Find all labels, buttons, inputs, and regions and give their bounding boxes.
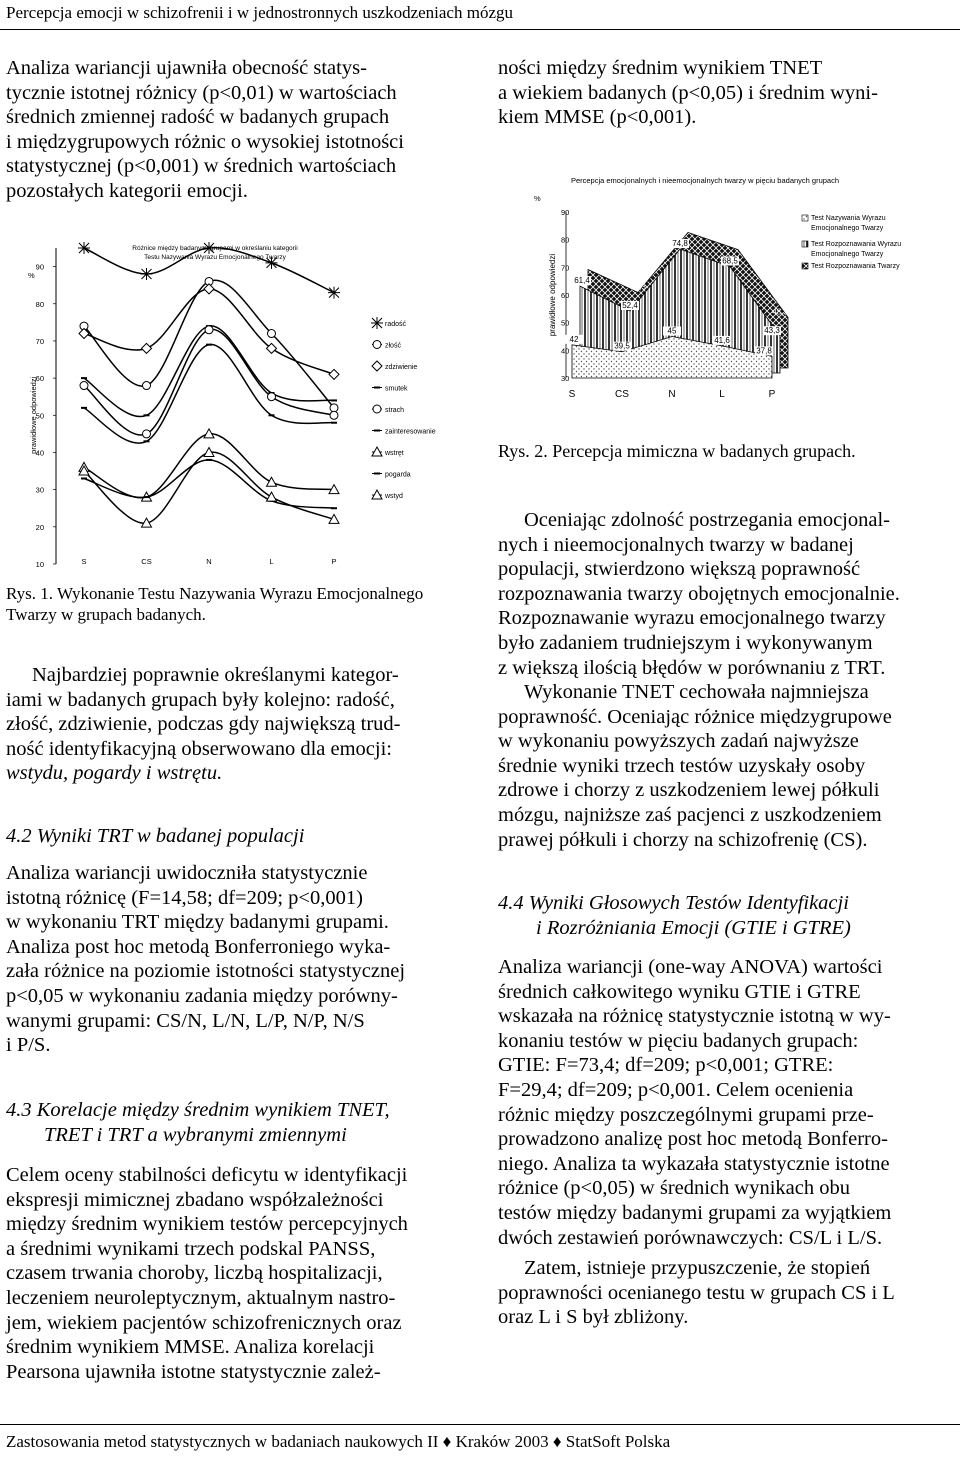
line: i międzygrupowych różnic o wysokiej istotności	[6, 130, 404, 153]
data-point	[269, 414, 275, 416]
caption-line: Rys. 1. Wykonanie Testu Nazywania Wyrazu Emocjonalnego	[6, 584, 424, 603]
line: średnich zmiennej radość w badanych grupach	[6, 106, 390, 129]
header-title: Percepcja emocji w schizofrenii i w jednostronnych uszkodzeniach mózgu	[6, 3, 513, 22]
caption-line: Rys. 2. Percepcja mimiczna w badanych grupach.	[498, 441, 856, 461]
y-tick-label: 40	[561, 346, 570, 356]
page-header	[0, 0, 960, 30]
legend-marker	[374, 473, 380, 475]
data-point	[330, 404, 338, 412]
data-point	[78, 242, 90, 254]
legend-swatch	[802, 241, 808, 247]
line: prowadzono analizę post hoc metodą Bonferro-	[498, 1128, 888, 1151]
y-tick-label: 90	[35, 262, 44, 272]
data-point	[144, 496, 150, 498]
legend-label: Emocjonalnego Twarzy	[811, 225, 884, 232]
y-axis-label: prawidłowe odpowiedzi	[29, 376, 38, 454]
data-point	[331, 422, 337, 424]
data-label: 74,8	[672, 239, 688, 249]
data-point	[267, 492, 277, 501]
legend-label: Emocjonalnego Twarzy	[811, 251, 884, 258]
y-unit: %	[28, 271, 35, 280]
data-label: 41,6	[714, 335, 730, 345]
data-label: 52,4	[622, 301, 638, 311]
data-label: 43,3	[764, 326, 780, 336]
legend-label: zdziwienie	[385, 364, 418, 371]
line: Pearsona ujawniła istotne statystycznie zależ-	[6, 1360, 381, 1383]
line: leczeniem neuroleptycznym, aktualnym nastro-	[6, 1286, 396, 1309]
left-paragraph-2	[6, 663, 460, 786]
line: Celem oceny stabilności deficytu w identyfikacji	[6, 1164, 408, 1186]
x-tick-label: N	[206, 557, 212, 566]
legend-label: smutek	[385, 385, 408, 393]
data-label: 57,3	[630, 282, 646, 292]
data-point	[266, 257, 278, 269]
left-paragraph-3	[6, 861, 460, 1058]
page-footer	[0, 1424, 960, 1457]
legend-marker	[371, 317, 383, 329]
y-tick-label: 70	[35, 336, 44, 346]
data-point	[331, 507, 337, 509]
line: w wykonaniu TRT między badanymi grupami.	[6, 911, 389, 934]
line: a średnimi wynikami trzech podskal PANSS,	[6, 1237, 376, 1260]
legend-marker	[374, 387, 380, 389]
footer-text: Zastosowania metod statystycznych w badaniach naukowych II ♦ Kraków 2003 ♦ StatSoft Polska	[6, 1432, 671, 1451]
legend-label: złość	[385, 342, 401, 350]
line: Analiza wariancji ujawniła obecność statys-	[6, 57, 367, 79]
heading: TRET i TRT a wybranymi zmiennymi	[44, 1123, 347, 1146]
legend-label: strach	[385, 407, 405, 414]
data-point	[329, 369, 339, 379]
data-label: 37,8	[756, 346, 772, 356]
line: prawej półkuli i chorzy na schizofrenię (CS).	[498, 828, 868, 851]
data-point	[267, 477, 277, 486]
legend-label: wstyd	[385, 493, 403, 500]
line: Oceniając zdolność postrzegania emocjonal-	[524, 509, 890, 531]
data-label: 68,5	[722, 256, 738, 266]
data-label: 79	[683, 222, 693, 232]
series-line-pogarda	[84, 460, 334, 508]
right-paragraph-2	[498, 508, 954, 680]
line: istotną różnicę (F=14,58; df=209; p<0,001)	[6, 886, 363, 909]
data-label: 45	[667, 326, 677, 336]
y-tick-label: 70	[561, 263, 570, 273]
line: zała różnice na poziomie istotności statystycznej	[6, 960, 406, 983]
x-tick-label: N	[668, 389, 676, 400]
x-tick-label: P	[331, 557, 337, 566]
x-tick-label: S	[568, 389, 576, 400]
right-paragraph-5	[498, 1256, 954, 1330]
line: zdrowe i chorzy z uszkodzeniem lewej półkuli	[498, 779, 880, 802]
legend-swatch	[802, 263, 808, 269]
data-label: 39,5	[614, 341, 630, 351]
series-line-wstręt	[84, 434, 334, 498]
line: oraz L i S był zbliżony.	[498, 1306, 689, 1329]
line: między średnim wynikiem testów percepcyjnych	[6, 1213, 408, 1236]
y-tick-label: 40	[35, 448, 44, 458]
legend-label: Test Rozpoznawania Wyrazu	[811, 241, 902, 248]
data-point	[81, 407, 87, 409]
right-paragraph-1	[498, 56, 954, 130]
line: ności między średnim wynikiem TNET	[498, 57, 823, 79]
line: wstydu, pogardy i wstrętu.	[6, 762, 223, 785]
y-tick-label: 80	[561, 235, 570, 245]
data-point	[203, 242, 215, 254]
data-point	[143, 430, 151, 438]
data-point	[205, 326, 213, 334]
line: nych i nieemocjonalnych twarzy w badanej	[498, 533, 854, 556]
right-paragraph-4	[498, 955, 954, 1250]
y-axis-label: prawidłowe odpowiedzi	[548, 253, 557, 337]
legend-label: zainteresowanie	[385, 428, 436, 436]
legend-label: Test Rozpoznawania Twarzy	[811, 263, 900, 270]
data-point	[330, 411, 338, 419]
line: ekspresji mimicznej zbadano współzależności	[6, 1188, 384, 1211]
data-point	[206, 344, 212, 346]
legend-marker	[373, 341, 381, 349]
line: statystycznej (p<0,001) w średnich wartościach	[6, 155, 397, 178]
legend-label: radość	[385, 321, 407, 328]
line: jem, wiekiem pacjentów schizofrenicznych oraz	[6, 1311, 402, 1334]
fig2-caption	[498, 441, 954, 462]
x-tick-label: S	[81, 557, 87, 566]
y-tick-label: 20	[35, 522, 44, 532]
legend-marker	[373, 405, 381, 413]
caption-line: Twarzy w grupach badanych.	[6, 605, 206, 624]
line: F=29,4; df=209; p<0,001. Celem ocenienia	[498, 1078, 854, 1101]
line: Wykonanie TNET cechowała najmniejsza	[524, 681, 869, 703]
legend-marker	[374, 430, 380, 432]
line: Analiza wariancji (one-way ANOVA) wartości	[498, 956, 883, 978]
data-label: 42	[569, 334, 579, 344]
line: GTIE: F=73,4; df=209; p<0,001; GTRE:	[498, 1054, 834, 1077]
line: konaniu testów w pięciu badanych grupach:	[498, 1029, 859, 1052]
line: p<0,05 w wykonaniu zadania między porówny-	[6, 984, 398, 1007]
data-point	[144, 414, 150, 416]
line: było zadaniem trudniejszym i wykonywanym	[498, 631, 873, 654]
legend-label: Test Nazywania Wyrazu	[811, 215, 886, 222]
data-label: 48,3	[772, 307, 788, 317]
line: populacji, stwierdzono większą poprawność	[498, 558, 861, 581]
data-label: 65,6	[582, 259, 598, 269]
y-tick-label: 90	[561, 208, 570, 217]
line: średnie wyniki trzech testów uzyskały osoby	[498, 754, 866, 777]
data-point	[268, 393, 276, 401]
section-4-3-heading	[6, 1098, 460, 1147]
line: iami w badanych grupach były kolejno: radość,	[6, 688, 395, 711]
line: Najbardziej poprawnie określanymi kategor-	[32, 664, 399, 686]
data-point	[142, 343, 152, 353]
x-tick-label: L	[719, 389, 725, 400]
line: w wykonaniu powyższych zadań najwyższe	[498, 730, 859, 753]
legend-swatch	[802, 215, 808, 221]
line: pozostałych kategorii emocji.	[6, 179, 248, 202]
y-tick-label: 60	[35, 374, 44, 384]
y-tick-label: 30	[35, 485, 44, 495]
data-label: 72,8	[730, 239, 746, 249]
fig1-caption	[6, 583, 466, 625]
x-tick-label: P	[768, 389, 776, 400]
chart-title: Różnice między badanymi grupami w określaniu kategorii	[132, 245, 298, 252]
chart-perception-area	[530, 170, 956, 410]
chart-tnet-lines	[0, 230, 470, 580]
data-point	[206, 459, 212, 461]
line: różnice (p<0,05) w średnich wynikach obu	[498, 1177, 850, 1200]
line: złość, zdziwienie, podczas gdy największą trud-	[6, 713, 401, 736]
y-tick-label: 80	[35, 299, 44, 309]
line: Analiza wariancji uwidoczniła statystycznie	[6, 862, 368, 884]
line: poprawność. Oceniając różnice międzygrupowe	[498, 705, 892, 728]
line: testów między badanymi grupami za wyjątkiem	[498, 1201, 892, 1224]
chart-title: Percepcja emocjonalnych i nieemocjonalnych twarzy w pięciu badanych grupach	[570, 176, 840, 185]
line: kiem MMSE (p<0,001).	[498, 106, 697, 129]
line: niego. Analiza ta wykazała statystycznie istotne	[498, 1152, 890, 1175]
y-tick-label: 10	[35, 560, 44, 569]
line: czasem trwania choroby, liczbą hospitalizacji,	[6, 1262, 383, 1285]
line: mózgu, najniższe zaś pacjenci z uszkodzeniem	[498, 803, 882, 826]
heading: 4.4 Wyniki Głosowych Testów Identyfikacji	[498, 892, 849, 914]
legend-label: pogarda	[385, 471, 411, 479]
left-paragraph-4	[6, 1163, 460, 1384]
data-point	[81, 477, 87, 479]
line: wanymi grupami: CS/N, L/N, L/P, N/P, N/S	[6, 1009, 365, 1032]
left-paragraph-1	[6, 56, 460, 204]
line: różnic między poszczególnymi grupami prze-	[498, 1103, 874, 1126]
line: Zatem, istnieje przypuszczenie, że stopień	[524, 1257, 871, 1279]
line: z większą ilością błędów w porównaniu z TRT.	[498, 656, 886, 679]
data-point	[268, 330, 276, 338]
legend-marker	[372, 361, 382, 371]
line: tycznie istotnej różnicy (p<0,01) w wartościach	[6, 81, 397, 104]
line: wskazała na różnicę statystycznie istotną w wy-	[498, 1005, 891, 1028]
y-tick-label: 50	[35, 411, 44, 421]
heading: 4.2 Wyniki TRT w badanej populacji	[6, 825, 305, 847]
line: Rozpoznawanie wyrazu emocjonalnego twarzy	[498, 607, 886, 630]
line: średnim wynikiem MMSE. Analiza korelacji	[6, 1336, 375, 1359]
series-line-smutek	[84, 326, 334, 417]
y-unit: %	[534, 194, 541, 203]
data-point	[81, 377, 87, 379]
data-point	[331, 399, 337, 401]
line: i P/S.	[6, 1034, 51, 1057]
line: Analiza post hoc metodą Bonferroniego wyka-	[6, 935, 391, 958]
line: ność identyfikacyjną obserwowano dla emocji:	[6, 737, 392, 760]
data-point	[80, 382, 88, 390]
heading: i Rozróżniania Emocji (GTIE i GTRE)	[536, 916, 851, 939]
data-point	[328, 287, 340, 299]
line: rozpoznawania twarzy obojętnych emocjonalnie.	[498, 582, 900, 605]
section-4-2-heading	[6, 824, 460, 849]
line: dwóch zestawień porównawczych: CS/L i L/S.	[498, 1226, 883, 1249]
x-tick-label: L	[269, 557, 274, 566]
heading: 4.3 Korelacje między średnim wynikiem TNET,	[6, 1099, 390, 1121]
line: średnich całkowitego wyniku GTIE i GTRE	[498, 980, 861, 1003]
data-label: 61,4	[574, 276, 590, 286]
data-point	[143, 382, 151, 390]
right-paragraph-3	[498, 680, 954, 852]
x-tick-label: CS	[141, 557, 152, 566]
line: a wiekiem badanych (p<0,05) i średnim wyni-	[498, 81, 878, 104]
y-tick-label: 50	[561, 318, 570, 328]
y-tick-label: 60	[561, 291, 570, 300]
legend-label: wstręt	[385, 450, 404, 457]
data-point	[204, 284, 214, 294]
data-point	[144, 440, 150, 442]
y-tick-label: 30	[561, 374, 570, 383]
line: poprawności ocenianego testu w grupach CS i L	[498, 1281, 895, 1304]
section-4-4-heading	[498, 891, 954, 940]
x-tick-label: CS	[615, 389, 629, 400]
chart-title: Testu Nazywania Wyrazu Emocjonalnego Twarzy	[144, 254, 286, 261]
data-point	[141, 268, 153, 280]
